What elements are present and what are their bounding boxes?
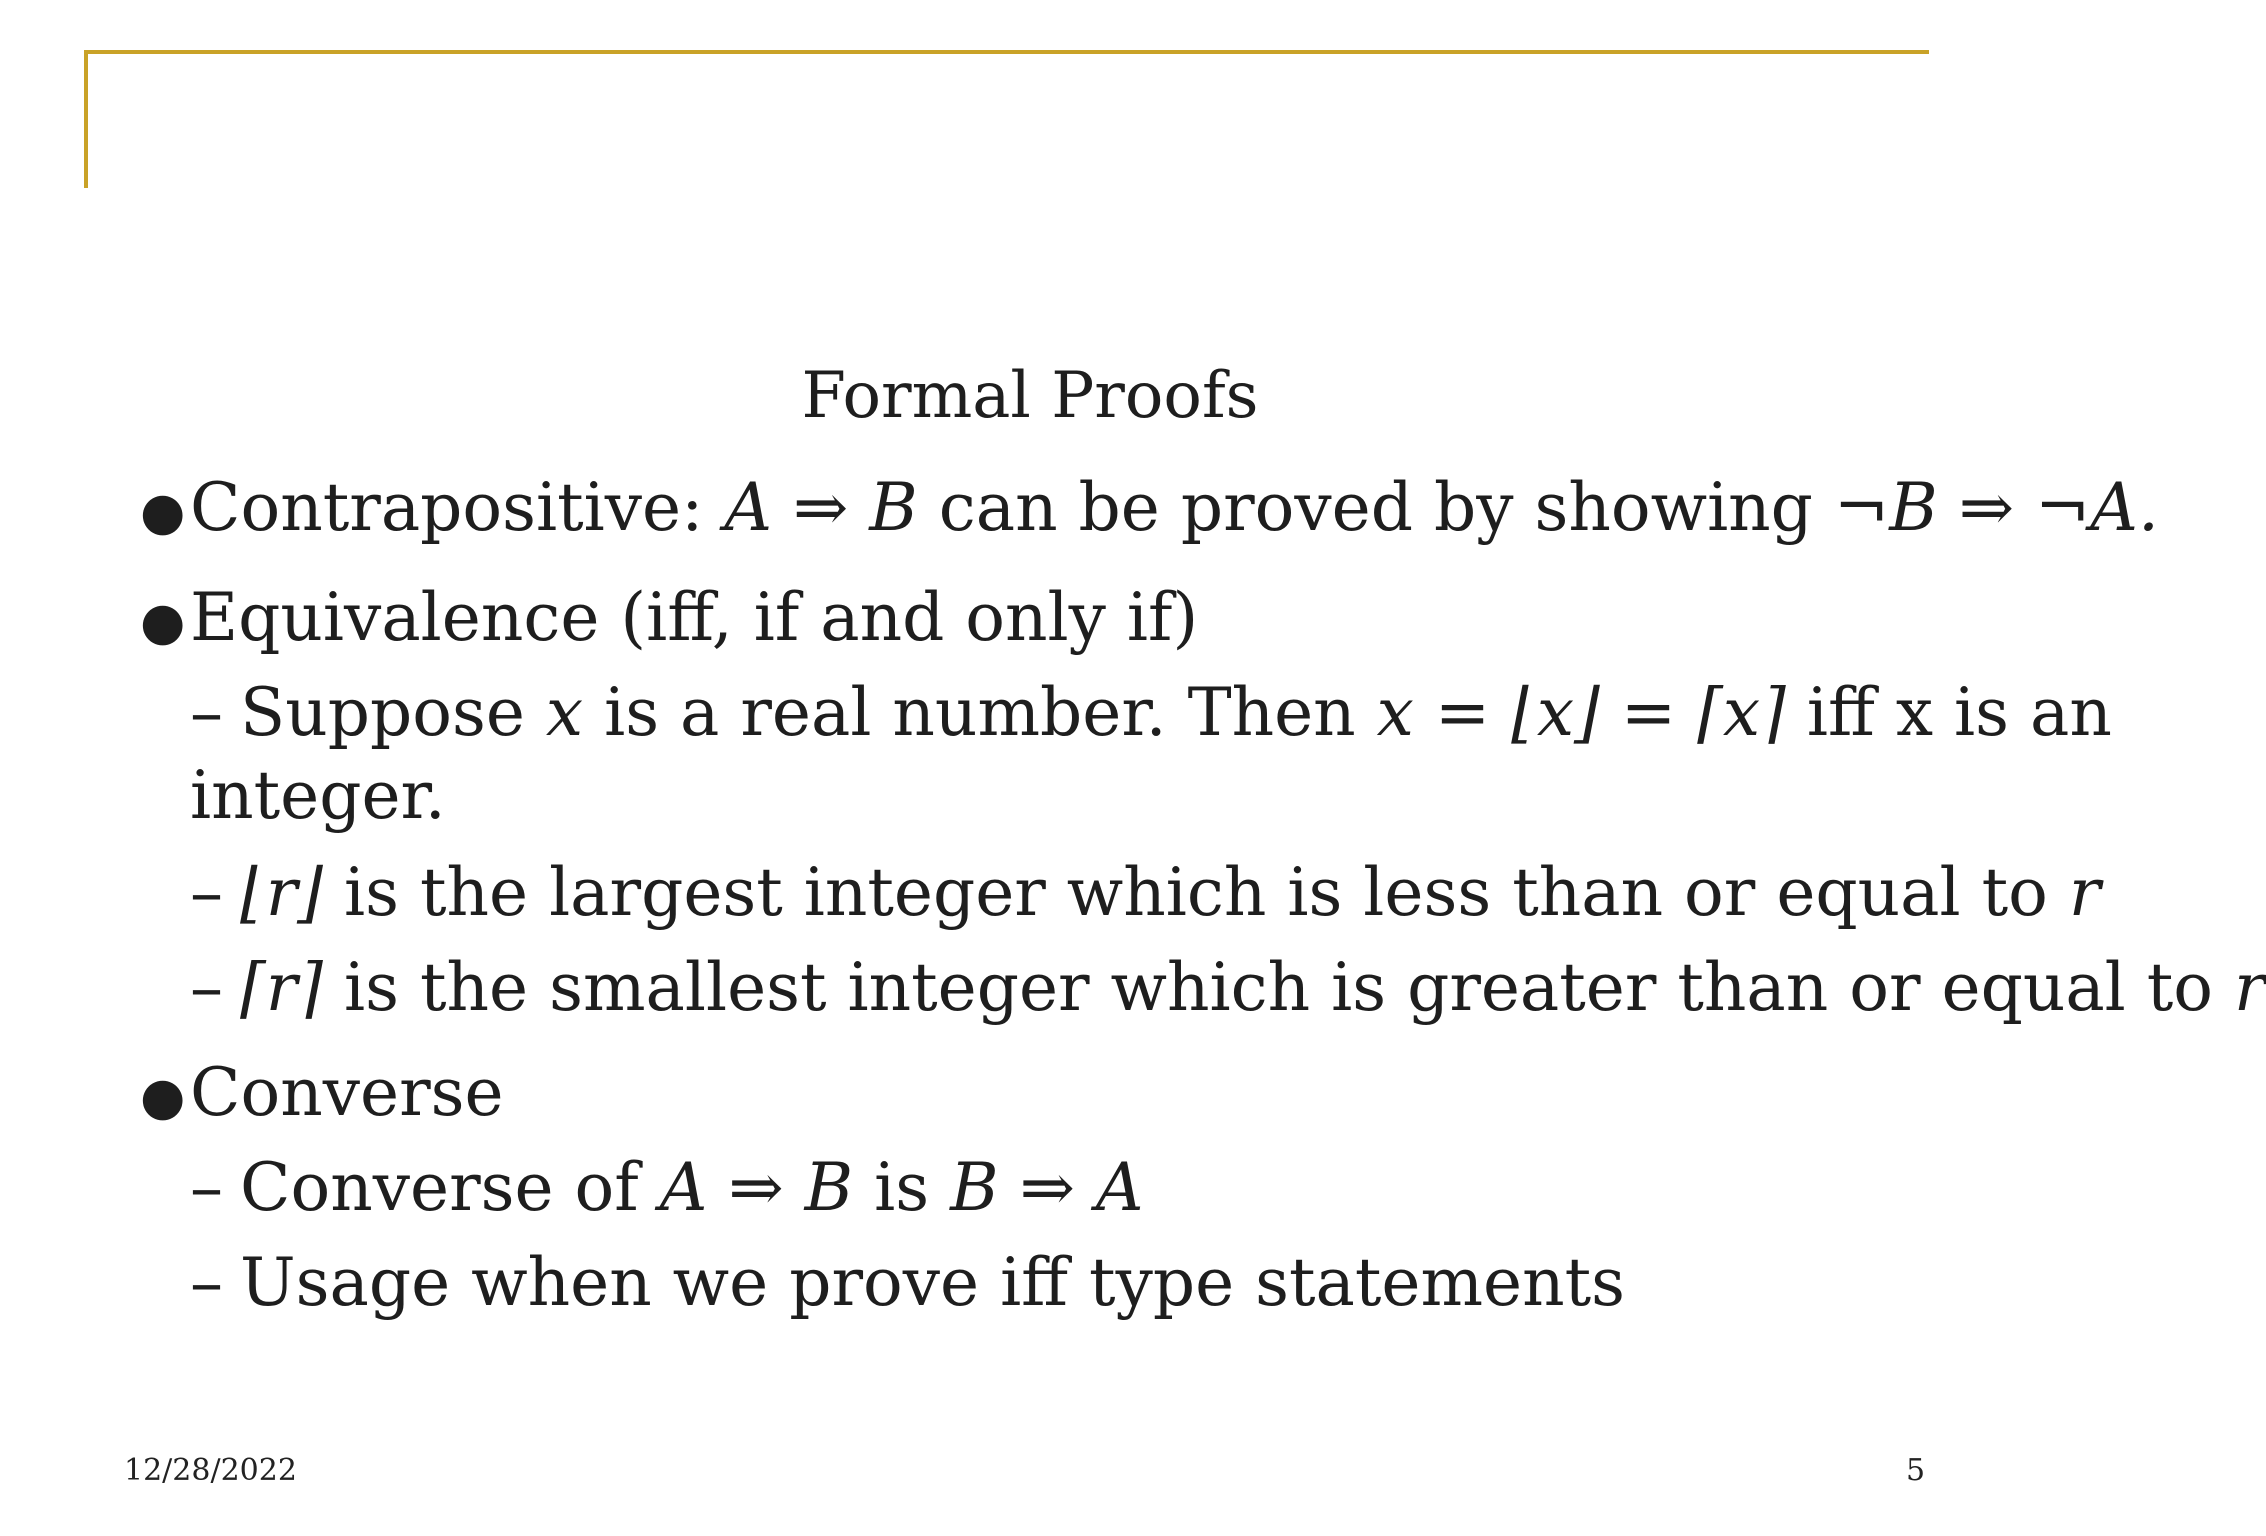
bullet-dot: ● — [140, 482, 186, 543]
title-accent-line-horizontal — [84, 50, 1929, 54]
equivalence-sub1-expr: x = ⌊x⌋ = ⌈x⌉ — [1376, 674, 1786, 751]
converse-sub1-expr1: A ⇒ B — [659, 1149, 854, 1226]
bullet-contrapositive — [140, 470, 2159, 546]
equivalence-sub1-part1: Suppose — [240, 674, 525, 751]
equivalence-sub-3 — [190, 950, 2266, 1026]
bullet-dot: ● — [140, 1067, 186, 1128]
equivalence-sub1-part3: iff x is an — [1806, 674, 2112, 751]
slide-title: Formal Proofs — [801, 359, 1259, 433]
converse-sub1-part1: Converse of — [240, 1149, 639, 1226]
dash-marker: – — [190, 674, 223, 751]
equivalence-sub1-part2: is a real number. Then — [604, 674, 1356, 751]
contrapositive-label: Contrapositive: — [190, 469, 704, 546]
dash-marker: – — [190, 854, 223, 931]
equivalence-sub1-cont: integer. — [190, 757, 446, 834]
equivalence-sub1-var: x — [545, 674, 584, 751]
contrapositive-expr2: ¬B ⇒ ¬A. — [1833, 469, 2159, 546]
equivalence-sub-1-continued — [190, 758, 446, 834]
bullet-converse — [140, 1055, 504, 1131]
equivalence-sub-2 — [190, 855, 2100, 931]
footer-date: 12/28/2022 — [124, 1453, 297, 1488]
title-accent-line-vertical — [84, 50, 88, 188]
dash-marker: – — [190, 1149, 223, 1226]
equivalence-label: Equivalence (iff, if and only if) — [190, 579, 1199, 656]
contrapositive-text: can be proved by showing — [938, 469, 1813, 546]
converse-sub1-expr2: B ⇒ A — [950, 1149, 1144, 1226]
converse-sub2-text: Usage when we prove iff type statements — [240, 1244, 1626, 1321]
converse-sub-2 — [190, 1245, 1625, 1321]
equivalence-sub2-text: is the largest integer which is less than or equal to — [344, 854, 2048, 931]
bullet-dot: ● — [140, 592, 186, 653]
floor-expr: ⌊r⌋ — [240, 854, 324, 931]
slide-content-image — [120, 340, 2266, 1340]
bullet-equivalence — [140, 580, 1198, 656]
equivalence-sub2-var: r — [2068, 854, 2101, 931]
converse-sub1-part2: is — [874, 1149, 930, 1226]
equivalence-sub-1 — [190, 675, 2112, 751]
dash-marker: – — [190, 1244, 223, 1321]
converse-sub-1 — [190, 1150, 1144, 1226]
contrapositive-expr: A ⇒ B — [724, 469, 918, 546]
equivalence-sub3-var: r — [2234, 949, 2266, 1026]
footer-page-number: 5 — [1906, 1453, 1926, 1488]
equivalence-sub3-text: is the smallest integer which is greater than or equal to — [344, 949, 2214, 1026]
dash-marker: – — [190, 949, 223, 1026]
ceiling-expr: ⌈r⌉ — [240, 949, 324, 1026]
converse-label: Converse — [190, 1054, 504, 1131]
